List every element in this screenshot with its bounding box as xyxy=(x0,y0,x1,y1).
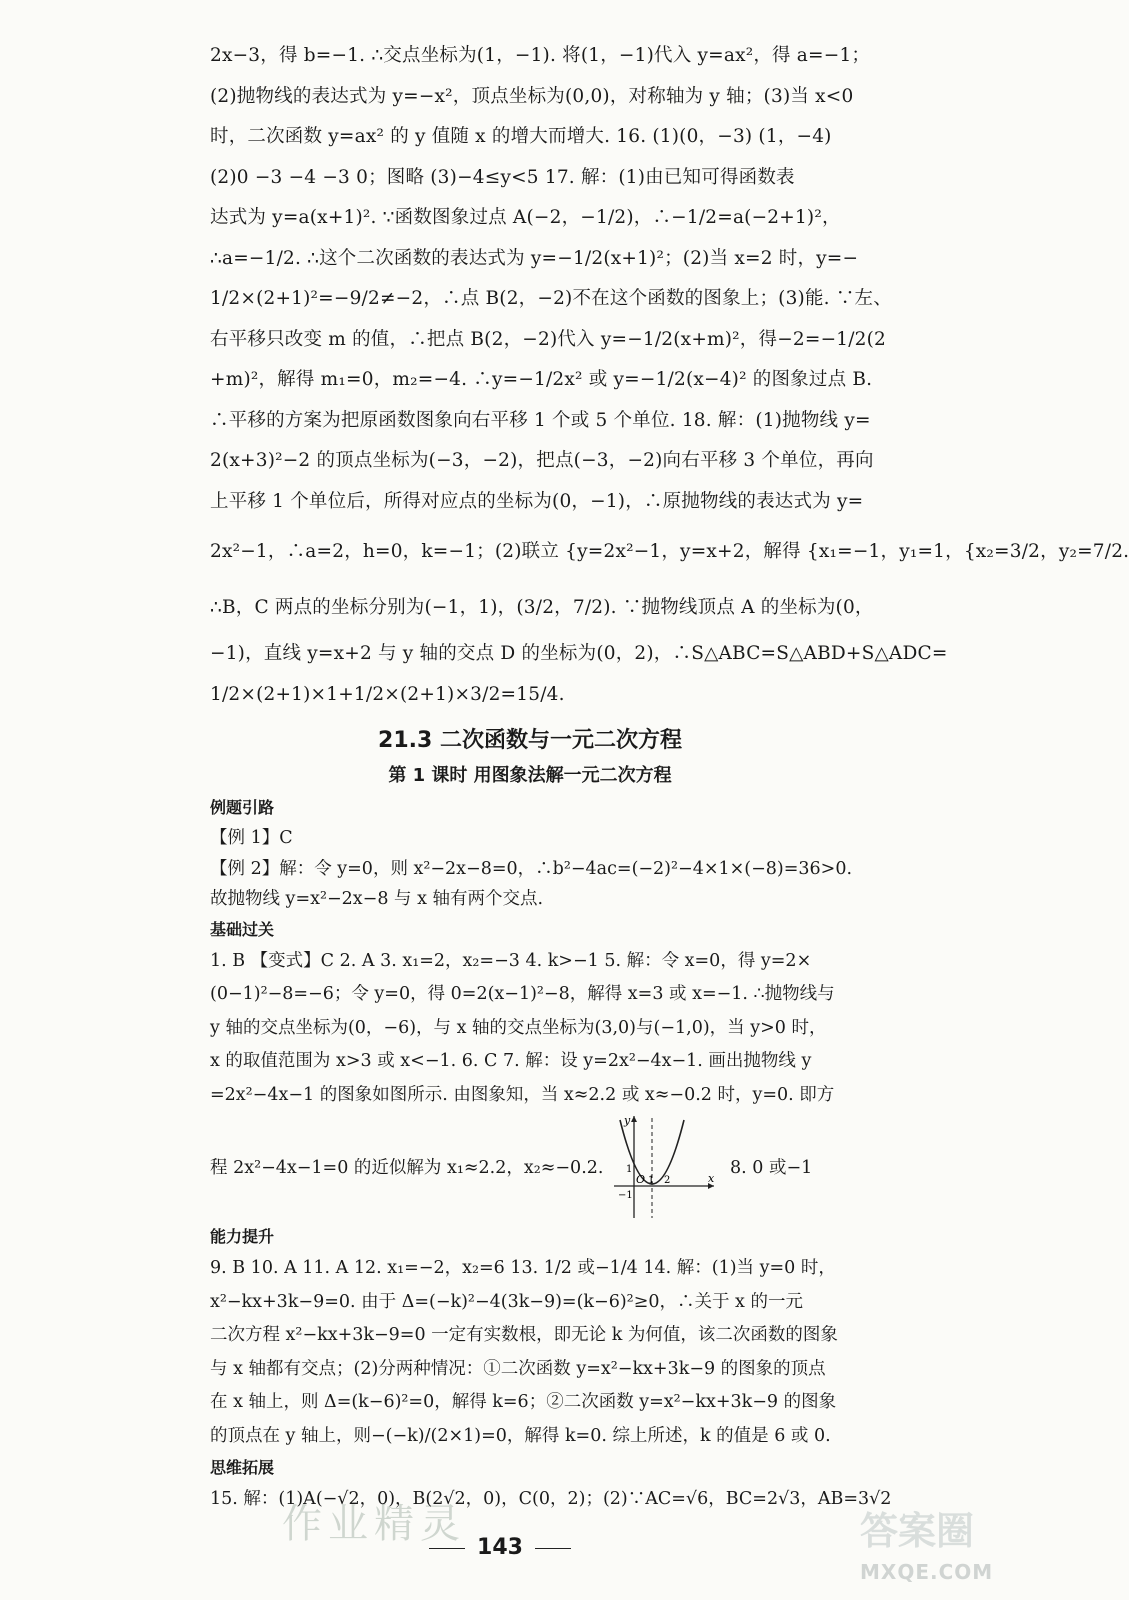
text-line: 上平移 1 个单位后，所得对应点的坐标为(0，−1)，∴原抛物线的表达式为 y= xyxy=(210,490,864,512)
watermark-text: 作业精灵 xyxy=(282,1501,466,1547)
page-number xyxy=(0,1535,1000,1560)
text-line: 1/2×(2+1)²=−9/2≠−2，∴点 B(2，−2)不在这个函数的图象上；(3)能. ∵左、 xyxy=(210,288,892,309)
text-line: 1/2×(2+1)×1+1/2×(2+1)×3/2=15/4. xyxy=(210,683,565,705)
text-line: 与 x 轴都有交点；(2)分两种情况：①二次函数 y=x²−kx+3k−9 的图象的顶点 xyxy=(210,1358,826,1379)
text-line: 的顶点在 y 轴上，则−(−k)/(2×1)=0，解得 k=0. 综上所述，k 的值是 6 或 0. xyxy=(210,1425,831,1446)
text-line: 2x−3，得 b=−1. ∴交点坐标为(1，−1). 将(1，−1)代入 y=ax²，得 a=−1； xyxy=(210,45,871,66)
extension-block xyxy=(210,1483,892,1517)
text-line: +m)²，解得 m₁=0，m₂=−4. ∴y=−1/2x² 或 y=−1/2(x−4)² 的图象过点 B. xyxy=(210,369,873,390)
extension-heading: 思维拓展 xyxy=(210,1458,275,1477)
lesson-title: 第 1 课时 用图象法解一元二次方程 xyxy=(388,765,672,786)
examples-block xyxy=(210,823,853,915)
text-line: =2x²−4x−1 的图象如图所示. 由图象知，当 x≈2.2 或 x≈−0.2 时，y=0. 即方 xyxy=(210,1084,835,1105)
y-label: y xyxy=(624,1114,631,1127)
divider xyxy=(535,1548,571,1549)
text-line: y 轴的交点坐标为(0，−6)，与 x 轴的交点坐标为(3,0)与(−1,0)，当 y>0 时， xyxy=(210,1017,827,1038)
text-line: ∴平移的方案为把原函数图象向右平移 1 个或 5 个单位. 18. 解：(1)抛物线 y= xyxy=(210,409,871,431)
text-line: x 的取值范围为 x>3 或 x<−1. 6. C 7. 解：设 y=2x²−4x−1. 画出抛物线 y xyxy=(210,1051,812,1071)
text-line: 故抛物线 y=x²−2x−8 与 x 轴有两个交点. xyxy=(210,889,544,909)
basic-block xyxy=(210,945,850,1113)
watermark-logo: 答案圈 xyxy=(860,1509,975,1553)
text-line: (0−1)²−8=−6；令 y=0，得 0=2(x−1)²−8，解得 x=3 或 x=−1. ∴抛物线与 xyxy=(210,984,835,1004)
tick-label: 1 xyxy=(648,1175,655,1186)
text-line: 15. 解：(1)A(−√2，0)，B(2√2，0)，C(0，2)；(2)∵AC=√6，BC=2√3，AB=3√2 xyxy=(210,1489,892,1509)
text-line: 2(x+3)²−2 的顶点坐标为(−3，−2)，把点(−3，−2)向右平移 3 个单位，再向 xyxy=(210,450,874,471)
divider xyxy=(429,1548,465,1549)
tick-label: 2 xyxy=(664,1175,671,1186)
tick-label: 1 xyxy=(626,1164,633,1175)
text-line: 1. B 【变式】C 2. A 3. x₁=2，x₂=−3 4. k>−1 5. 解：令 x=0，得 y=2× xyxy=(210,950,812,971)
x-label: x xyxy=(708,1172,715,1185)
answer-8: 8. 0 或−1 xyxy=(730,1158,813,1178)
origin-label: O xyxy=(636,1173,646,1186)
watermark-url: MXQE.COM xyxy=(860,1560,994,1584)
approx-solution: 程 2x²−4x−1=0 的近似解为 x₁≈2.2，x₂≈−0.2. xyxy=(210,1158,604,1178)
text-line: 【例 2】解：令 y=0，则 x²−2x−8=0，∴b²−4ac=(−2)²−4×1×(−8)=36>0. xyxy=(210,858,853,879)
text-line: 达式为 y=a(x+1)². ∵函数图象过点 A(−2，−1/2)，∴−1/2=a(−2+1)²， xyxy=(210,207,841,228)
text-line: x²−kx+3k−9=0. 由于 Δ=(−k)²−4(3k−9)=(k−6)²≥0，∴关于 x 的一元 xyxy=(210,1291,803,1312)
text-line: 在 x 轴上，则 Δ=(k−6)²=0，解得 k=6；②二次函数 y=x²−kx+3k−9 的图象 xyxy=(210,1392,837,1412)
text-line: 右平移只改变 m 的值，∴把点 B(2，−2)代入 y=−1/2(x+m)²，得−2=−1/2(2 xyxy=(210,328,887,350)
text-line: 9. B 10. A 11. A 12. x₁=−2，x₂=6 13. 1/2 或−1/4 14. 解：(1)当 y=0 时， xyxy=(210,1258,836,1278)
basic-heading: 基础过关 xyxy=(210,919,275,939)
text-line: (2)抛物线的表达式为 y=−x²，顶点坐标为(0,0)，对称轴为 y 轴；(3)当 x<0 xyxy=(210,85,854,107)
text-line: (2)0 −3 −4 −3 0；图略 (3)−4≤y<5 17. 解：(1)由已知可得函数表 xyxy=(210,166,795,188)
graph-row xyxy=(210,1112,850,1222)
tick-label: −1 xyxy=(618,1190,633,1201)
text-line: ∴a=−1/2. ∴这个二次函数的表达式为 y=−1/2(x+1)²；(2)当 x=2 时，y=− xyxy=(210,247,859,269)
y-axis-arrow xyxy=(631,1116,637,1122)
text-line: 【例 1】C xyxy=(210,828,293,848)
ability-heading: 能力提升 xyxy=(210,1227,275,1246)
answers-16-18 xyxy=(210,36,1129,715)
text-line: 2x²−1，∴a=2，h=0，k=−1；(2)联立 {y=2x²−1，y=x+2，解得 {x₁=−1，y₁=1，{x₂=3/2，y₂=7/2. xyxy=(210,541,1129,562)
text-line: 时，二次函数 y=ax² 的 y 值随 x 的增大而增大. 16. (1)(0，−3) (1，−4) xyxy=(210,126,832,147)
ability-block xyxy=(210,1252,850,1453)
examples-heading: 例题引路 xyxy=(210,798,275,817)
text-line: ∴B，C 两点的坐标分别为(−1，1)，(3/2，7/2). ∵抛物线顶点 A 的坐标为(0， xyxy=(210,597,874,618)
answer-page xyxy=(210,36,1129,1517)
text-line: −1)，直线 y=x+2 与 y 轴的交点 D 的坐标为(0，2)，∴S△ABC=S△ABD+S△ADC= xyxy=(210,643,948,664)
section-title: 21.3 二次函数与一元二次方程 xyxy=(378,728,682,753)
parabola-graph xyxy=(610,1112,720,1222)
text-line: 二次方程 x²−kx+3k−9=0 一定有实数根，即无论 k 为何值，该二次函数的图象 xyxy=(210,1325,838,1345)
page-number-value: 143 xyxy=(477,1535,523,1560)
